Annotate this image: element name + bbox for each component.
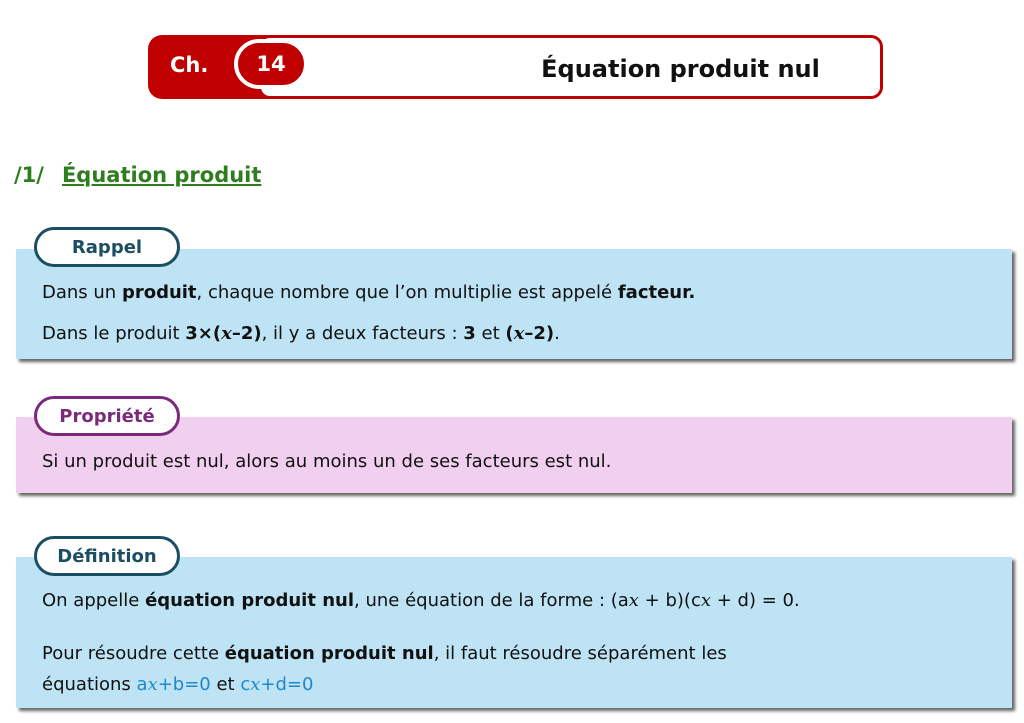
math-variable: x xyxy=(628,590,639,611)
keyword-equation-produit-nul: équation produit nul xyxy=(224,643,434,664)
keyword-equation-produit-nul: équation produit nul xyxy=(145,590,355,611)
text: On appelle xyxy=(42,590,146,611)
rappel-label: Rappel xyxy=(34,227,180,267)
equation-cx-rest: +d=0 xyxy=(260,674,314,695)
definition-label: Définition xyxy=(34,536,180,576)
math-variable: x xyxy=(513,323,525,344)
section-heading xyxy=(14,163,261,187)
equation-cx: c xyxy=(240,674,251,695)
text: , il y a deux facteurs : xyxy=(261,323,464,344)
math: ( xyxy=(505,323,514,344)
math: 3 xyxy=(463,323,476,344)
math-variable: x xyxy=(147,674,158,695)
text: et xyxy=(210,674,241,695)
propriete-label: Propriété xyxy=(34,396,180,436)
text: , il faut résoudre séparément les xyxy=(433,643,727,664)
text: équations xyxy=(42,674,137,695)
equation-ax: a xyxy=(136,674,148,695)
math-variable: x xyxy=(700,590,712,611)
section-title: Équation produit xyxy=(61,163,262,187)
chapter-number: 14 xyxy=(234,39,308,89)
math: 3×( xyxy=(185,323,222,344)
math: –2) xyxy=(524,323,555,344)
text: . xyxy=(688,282,696,303)
propriete-text: Si un produit est nul, alors au moins un de ses facteurs est nul. xyxy=(42,451,612,472)
text: , une équation de la forme : (a xyxy=(354,590,629,611)
keyword-produit: produit xyxy=(121,282,197,303)
section-number: /1/ xyxy=(14,163,44,187)
text: , chaque nombre que l’on multiplie est appelé xyxy=(196,282,618,303)
keyword-facteur: facteur xyxy=(617,282,689,303)
chapter-label: Ch. xyxy=(170,53,209,77)
text: Dans le produit xyxy=(42,323,186,344)
chapter-banner xyxy=(148,35,881,99)
definition-line-2 xyxy=(42,643,727,664)
text: + b)(c xyxy=(638,590,701,611)
text: Dans un xyxy=(42,282,122,303)
math-variable: x xyxy=(221,323,232,344)
definition-line-1 xyxy=(42,590,800,611)
text: Pour résoudre cette xyxy=(42,643,225,664)
equation-ax-rest: +b=0 xyxy=(157,674,211,695)
banner-title-box xyxy=(258,35,883,99)
math-variable: x xyxy=(250,674,261,695)
rappel-line-1 xyxy=(42,282,695,303)
text: + d) = 0. xyxy=(711,590,800,611)
text: . xyxy=(554,323,560,344)
definition-line-3 xyxy=(42,674,313,695)
math: –2) xyxy=(231,323,262,344)
text: et xyxy=(475,323,506,344)
chapter-title: Équation produit nul xyxy=(541,55,820,83)
rappel-line-2 xyxy=(42,323,560,344)
definition-card xyxy=(16,557,1012,708)
